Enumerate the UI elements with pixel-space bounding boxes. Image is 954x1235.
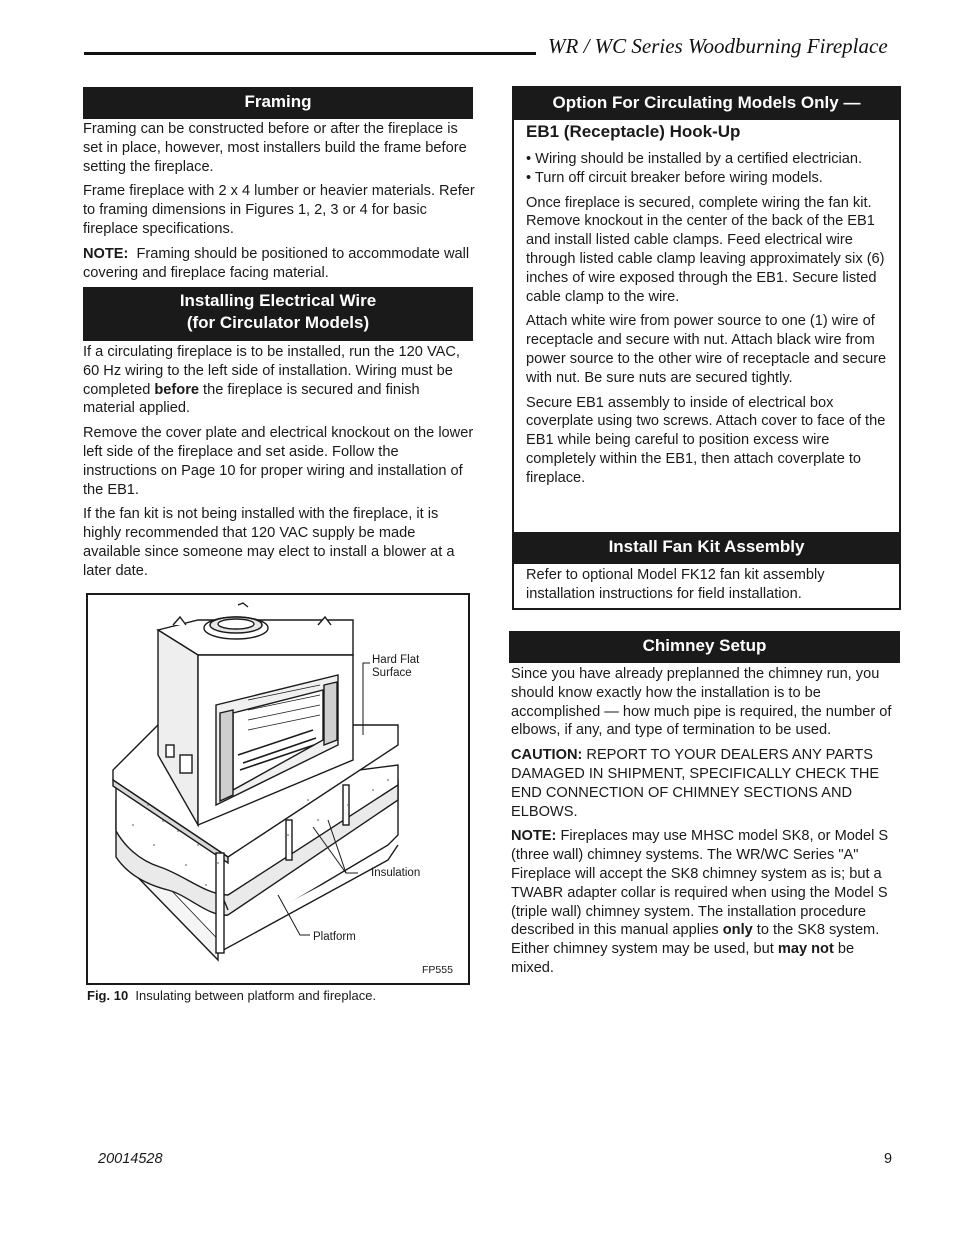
electrical-paragraph-2: Remove the cover plate and electrical knockout on the lower left side of the fireplace and set aside. Follow the instructions on Page 10 for proper wiring and installation of the EB1. [83, 425, 474, 498]
framing-paragraph-2: Frame fireplace with 2 x 4 lumber or heavier materials. Refer to framing dimensions in Figures 1, 2, 3 or 4 for basic fireplace specifications. [83, 183, 475, 237]
chimney-note-text-c: be mixed. [511, 941, 855, 976]
document-number: 20014528 [98, 1151, 163, 1167]
label-platform: Platform [313, 931, 356, 943]
chimney-note-bold-may-not: may not [777, 941, 834, 958]
chimney-section [511, 665, 901, 984]
electrical-paragraph-1 [83, 343, 475, 418]
fankit-content [526, 566, 876, 610]
framing-section [83, 120, 475, 288]
option-bullet-list [526, 150, 892, 188]
electrical-p1-bold: before [154, 381, 199, 398]
option-content [526, 122, 892, 494]
fankit-heading: Install Fan Kit Assembly [514, 532, 899, 564]
option-paragraph-2: Attach white wire from power source to one (1) wire of receptacle and secure with nut. Attach black wire from power source to the other wire of receptacle and secure with nut. Be sure nuts are secured tightly. [526, 313, 887, 386]
framing-note-text: Framing should be positioned to accommodate wall covering and fireplace facing material. [83, 245, 470, 281]
option-bullet-1: • Wiring should be installed by a certified electrician. [526, 151, 863, 167]
figure-caption [87, 988, 376, 1003]
label-hard-flat-line-2: Surface [372, 667, 412, 679]
caution-label: CAUTION: [511, 747, 583, 764]
chimney-heading: Chimney Setup [509, 631, 900, 663]
figure-code: FP555 [422, 964, 453, 976]
figure-10-frame [86, 593, 470, 985]
option-bullet-2: • Turn off circuit breaker before wiring models. [526, 169, 823, 186]
option-box [512, 86, 901, 610]
framing-heading: Framing [83, 87, 473, 119]
figure-caption-number: Fig. 10 [87, 988, 129, 1003]
header-rule [84, 52, 536, 55]
fireplace-insulation-illustration [88, 595, 468, 983]
label-insulation: Insulation [371, 867, 421, 879]
figure-caption-text: Insulating between platform and fireplace. [135, 988, 377, 1003]
option-paragraph-3: Secure EB1 assembly to inside of electrical box coverplate using two screws. Attach cover to face of the EB1 while being careful to position excess wire completely within the EB1, then attach coverplate to fireplace. [526, 394, 886, 486]
electrical-p1-text-a: If a circulating fireplace is to be installed, run the 120 VAC, 60 Hz wiring to the left side of installation. Wiring must be completed [83, 344, 460, 398]
chimney-note-bold-only: only [722, 922, 753, 939]
chimney-note-label: NOTE: [511, 828, 557, 845]
label-hard-flat-line-1: Hard Flat [372, 654, 420, 666]
page-number: 9 [884, 1151, 893, 1167]
option-paragraph-1: Once fireplace is secured, complete wiring the fan kit. Remove knockout in the center of the back of the EB1 and install listed cable clamps. Feed electrical wire through listed cable clamp leaving approximately six (6) inches of wire exposed through the EB1. Secure listed cable clamp to the wire. [526, 194, 885, 305]
chimney-note [511, 827, 901, 977]
option-heading: Option For Circulating Models Only — [514, 88, 899, 120]
chimney-caution-text: REPORT TO YOUR DEALERS ANY PARTS DAMAGED IN SHIPMENT, SPECIFICALLY CHECK THE END CONNECTION OF CHIMNEY SECTIONS AND ELBOWS. [511, 747, 880, 820]
framing-note [83, 245, 475, 283]
fankit-paragraph: Refer to optional Model FK12 fan kit assembly installation instructions for field installation. [526, 567, 825, 602]
chimney-paragraph-1: Since you have already preplanned the chimney run, you should know exactly how the installation is to be accomplished — how much pipe is required, the number of elbows, if any, and type of termination to be used. [511, 666, 892, 739]
chimney-note-text-b: to the SK8 system. Either chimney system may be used, but [511, 922, 880, 958]
electrical-heading-line-1: Installing Electrical Wire [179, 291, 377, 310]
note-label: NOTE: [83, 245, 129, 262]
electrical-paragraph-3: If the fan kit is not being installed with the fireplace, it is highly recommended that 120 VAC supply be made available since someone may elect to install a blower at a later date. [83, 506, 455, 579]
framing-paragraph-1: Framing can be constructed before or after the fireplace is set in place, however, most installers build the frame before setting the fireplace. [83, 121, 467, 175]
chimney-caution [511, 746, 901, 821]
chimney-note-text-a: Fireplaces may use MHSC model SK8, or Model S (three wall) chimney systems. The WR/WC Series "A" Fireplace will accept the SK8 chimney system as is; but a TWABR adapter collar is required when using the Model S (triple wall) chimney system. The installation procedure described in this manual applies [511, 828, 889, 939]
electrical-heading [83, 287, 473, 341]
electrical-section [83, 343, 475, 587]
electrical-p1-text-b: the fireplace is secured and finish material applied. [83, 381, 420, 417]
electrical-heading-line-2: (for Circulator Models) [186, 313, 370, 332]
option-subheading: EB1 (Receptacle) Hook-Up [526, 122, 741, 141]
page-header-title: WR / WC Series Woodburning Fireplace [548, 34, 888, 58]
